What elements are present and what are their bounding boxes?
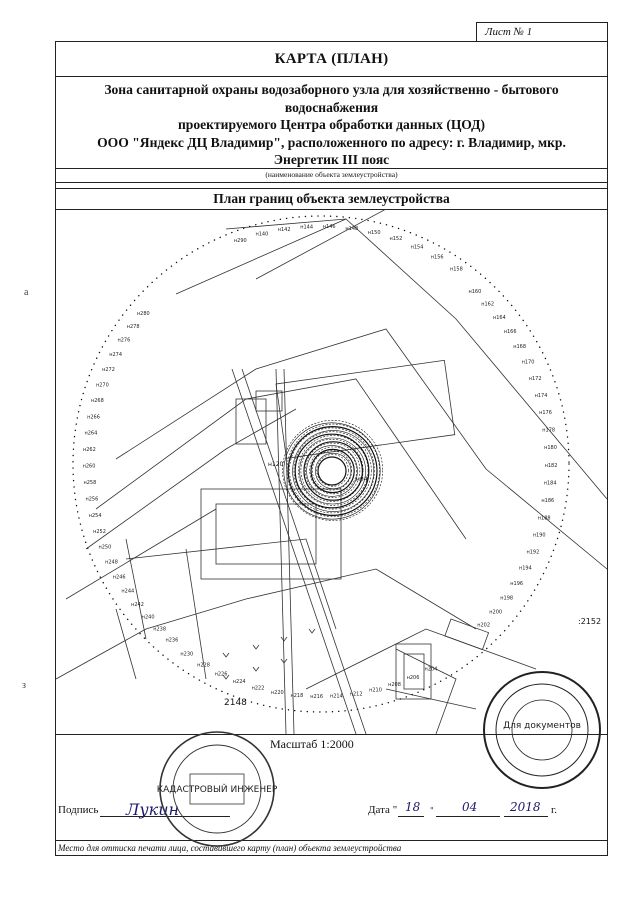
boundary-point-label: н154 xyxy=(410,244,424,251)
boundary-point-label: н188 xyxy=(537,515,551,522)
boundary-point-label: н248 xyxy=(105,559,118,566)
well-protection-ring xyxy=(283,420,383,520)
boundary-point-label: н140 xyxy=(255,231,269,238)
boundary-point-label: н218 xyxy=(290,692,304,699)
boundary-point-label: н176 xyxy=(539,409,552,416)
boundary-point-label: н158 xyxy=(449,266,463,273)
date-year: 2018 xyxy=(510,800,541,814)
boundary-point-label: н172 xyxy=(528,376,542,382)
boundary-point-label: н230 xyxy=(180,651,194,658)
object-line-3: проектируемого Центра обработки данных (ЦОД) xyxy=(177,117,486,132)
date-suffix: г. xyxy=(551,804,558,816)
boundary-point-label: н270 xyxy=(95,382,109,389)
well-protection-ring xyxy=(300,438,366,504)
boundary-point-label: н156 xyxy=(430,254,444,261)
boundary-point-label: н226 xyxy=(214,671,228,678)
sheet-number: Лист № 1 xyxy=(476,22,608,42)
boundary-point-label: н212 xyxy=(349,691,363,698)
well-protection-ring xyxy=(318,457,346,485)
plan-title: План границ объекта землеустройства xyxy=(56,188,607,210)
boundary-point-label: н224 xyxy=(232,679,246,686)
stamp-place-caption: Место для оттиска печати лица, составившего карту (план) объекта землеустройства xyxy=(58,843,402,853)
boundary-point-label: н256 xyxy=(85,496,99,503)
object-line-1: Зона санитарной охраны водозаборного узла для хозяйственно - бытового xyxy=(104,82,559,97)
boundary-point-label: н268 xyxy=(90,398,104,405)
boundary-point-label: н200 xyxy=(489,609,503,616)
boundary-point-label: н194 xyxy=(518,565,532,572)
boundary-point-label: н174 xyxy=(534,392,548,399)
well-protection-ring xyxy=(288,427,377,516)
handwritten-signature: Лукин xyxy=(126,800,180,819)
sanitary-zone-boundary xyxy=(73,216,569,712)
engineer-stamp-left xyxy=(156,728,278,850)
boundary-arrow xyxy=(309,629,315,633)
date-quote: " xyxy=(430,806,434,815)
date-month-line xyxy=(436,816,500,817)
boundary-point-label: н290 xyxy=(233,238,247,245)
boundary-point-label: н210 xyxy=(369,687,382,694)
boundary-point-label: н144 xyxy=(300,224,314,231)
boundary-point-label: н220 xyxy=(270,689,284,696)
date-year-line xyxy=(504,816,548,817)
object-description xyxy=(56,77,607,168)
boundary-point-label: н264 xyxy=(84,430,98,437)
signature-label: Подпись xyxy=(58,804,99,816)
object-line-4: ООО "Яндекс ДЦ Владимир", расположенного по адресу: г. Владимир, мкр. xyxy=(97,134,566,150)
boundary-point-label: н152 xyxy=(389,236,403,243)
boundary-point-label: н262 xyxy=(82,447,96,454)
organization-stamp-right xyxy=(480,668,604,792)
boundary-point-label: н180 xyxy=(544,445,557,452)
object-line-5: Энергетик III пояс xyxy=(273,152,390,167)
boundary-arrow xyxy=(223,653,229,657)
center-point-label-2: н04 xyxy=(356,476,368,483)
date-label: Дата " xyxy=(368,804,398,816)
boundary-point-label: н246 xyxy=(112,574,126,581)
stamp-right-text: Для документов xyxy=(503,721,581,731)
boundary-point-label: н236 xyxy=(165,637,179,644)
date-day: 18 xyxy=(405,800,421,814)
boundary-point-label: н228 xyxy=(197,662,210,669)
boundary-point-label: н274 xyxy=(109,352,123,359)
footer-divider xyxy=(56,840,607,841)
boundary-point-label: н238 xyxy=(153,626,167,633)
parcel-marker-right: :2152 xyxy=(578,617,602,626)
margin-mark-upper: а xyxy=(24,287,29,298)
boundary-point-label: н168 xyxy=(513,344,527,350)
boundary-map xyxy=(56,209,607,734)
boundary-point-label: н272 xyxy=(102,367,115,373)
boundary-point-label: н242 xyxy=(131,602,144,608)
boundary-point-label: н206 xyxy=(406,675,420,682)
boundary-point-label: н142 xyxy=(277,226,291,233)
boundary-point-label: н150 xyxy=(367,230,381,236)
boundary-point-label: н260 xyxy=(82,463,96,470)
well-protection-ring xyxy=(293,430,374,511)
boundary-point-label: н252 xyxy=(93,528,106,535)
boundary-point-label: н182 xyxy=(544,462,558,469)
boundary-arrow xyxy=(281,637,287,641)
boundary-point-label: н164 xyxy=(492,314,506,321)
boundary-point-label: н266 xyxy=(87,414,100,421)
boundary-point-label: н250 xyxy=(98,544,112,551)
date-day-line xyxy=(398,816,424,817)
object-line-2: водоснабжения xyxy=(284,99,379,115)
boundary-point-label: н196 xyxy=(510,580,524,587)
map-scale: Масштаб 1:2000 xyxy=(270,737,354,751)
parcel-marker-left: 2148 xyxy=(224,698,247,708)
boundary-point-label: н184 xyxy=(543,480,557,487)
boundary-point-label: н280 xyxy=(136,310,150,317)
boundary-point-label: н162 xyxy=(481,301,495,308)
boundary-point-label: н170 xyxy=(521,359,535,366)
boundary-point-label: н244 xyxy=(121,588,135,595)
boundary-point-label: н214 xyxy=(329,693,343,700)
boundary-arrow xyxy=(253,645,259,649)
boundary-point-label: н198 xyxy=(500,595,514,602)
document-title: КАРТА (ПЛАН) xyxy=(56,42,607,77)
well-protection-ring xyxy=(317,455,349,487)
boundary-point-label: н160 xyxy=(468,289,482,296)
date-month: 04 xyxy=(462,800,478,814)
boundary-point-label: н204 xyxy=(424,666,438,673)
boundary-point-label: н146 xyxy=(322,224,336,231)
boundary-point-label: н240 xyxy=(141,614,155,621)
boundary-point-label: н148 xyxy=(345,226,359,232)
boundary-point-label: н166 xyxy=(503,329,517,335)
boundary-point-label: н192 xyxy=(526,549,540,556)
boundary-arrow xyxy=(253,667,259,671)
center-point-label-1: н120 xyxy=(268,461,284,468)
well-protection-ring xyxy=(295,434,369,508)
boundary-point-label: н258 xyxy=(83,480,97,487)
boundary-point-label: н222 xyxy=(251,685,265,692)
boundary-point-label: н202 xyxy=(477,622,491,629)
object-caption: (наименование объекта землеустройства) xyxy=(56,168,607,183)
boundary-point-label: н186 xyxy=(541,498,555,505)
stamp-left-text: КАДАСТРОВЫЙ ИНЖЕНЕР xyxy=(156,785,278,795)
boundary-point-label: н208 xyxy=(388,682,401,689)
boundary-point-label: н278 xyxy=(126,323,140,330)
boundary-point-label: н216 xyxy=(310,694,324,700)
boundary-point-label: н254 xyxy=(88,512,102,519)
boundary-point-label: н276 xyxy=(117,337,131,344)
boundary-point-label: н190 xyxy=(532,532,546,539)
boundary-point-label: н178 xyxy=(542,427,556,434)
margin-mark-lower: з xyxy=(22,680,26,691)
